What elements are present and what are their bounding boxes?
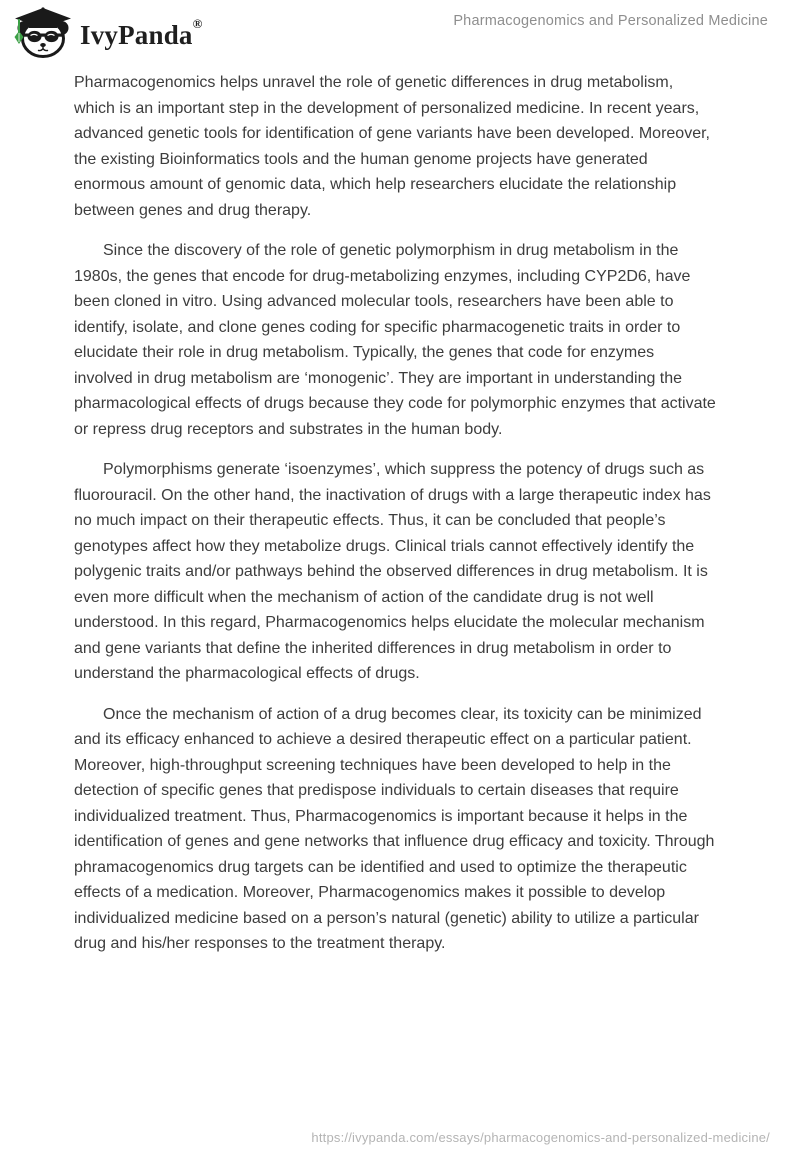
- brand-logo[interactable]: [14, 7, 203, 59]
- essay-paragraph-3: Polymorphisms generate ‘isoenzymes’, which suppress the potency of drugs such as fluorouracil. On the other hand, the inactivation of drugs with a large therapeutic index has no much impact on their therapeutic effects. Thus, it can be concluded that people’s genotypes affect how they metabolize drugs. Clinical trials cannot effectively identify the polygenic traits and/or pathways behind the observed differences in drug metabolism. It is even more difficult when the mechanism of action of the candidate drug is not well understood. In this regard, Pharmacogenomics helps elucidate the molecular mechanism and gene variants that define the inherited differences in drug metabolism in order to understand the pharmacological effects of drugs.: [74, 461, 711, 682]
- registered-trademark-symbol: ®: [192, 15, 203, 31]
- essay-paragraph-4: Once the mechanism of action of a drug becomes clear, its toxicity can be minimized and its efficacy enhanced to achieve a desired therapeutic effect on a particular patient. Moreover, high-throughput screening techniques have been developed to help in the detection of specific genes that predispose individuals to certain diseases that require individualized treatment. Thus, Pharmacogenomics is important because it helps in the identification of genes and gene networks that influence drug efficacy and toxicity. Through phramacogenomics drug targets can be identified and used to optimize the therapeutic effects of a medication. Moreover, Pharmacogenomics makes it possible to develop individualized medicine based on a person’s natural (genetic) ability to utilize a particular drug and his/her responses to the treatment therapy.: [74, 705, 715, 952]
- panda-graduation-cap-icon: [14, 7, 72, 59]
- essay-paragraph-2: Since the discovery of the role of genetic polymorphism in drug metabolism in the 1980s, the genes that encode for drug-metabolizing enzymes, including CYP2D6, have been cloned in vitro. Using advanced molecular tools, researchers have been able to identify, isolate, and clone genes coding for specific pharmacogenetic traits in order to elucidate their role in drug metabolism. Typically, the genes that code for enzymes involved in drug metabolism are ‘monogenic’. They are important in understanding the pharmacological effects of drugs because they code for polymorphic enzymes that activate or repress drug receptors and substrates in the human body.: [74, 242, 716, 438]
- brand-wordmark: IvyPanda®: [80, 15, 203, 50]
- essay-paragraph-1: Pharmacogenomics helps unravel the role of genetic differences in drug metabolism, which is an important step in the development of personalized medicine. In recent years, advanced genetic tools for identification of gene variants have been developed. Moreover, the existing Bioinformatics tools and the human genome projects have generated enormous amount of genomic data, which help researchers elucidate the relationship between genes and drug therapy.: [74, 74, 710, 219]
- source-url-link[interactable]: https://ivypanda.com/essays/pharmacogenomics-and-personalized-medicine/: [311, 1130, 770, 1145]
- page-title: Pharmacogenomics and Personalized Medicine: [453, 13, 768, 29]
- page-header: [0, 0, 800, 64]
- essay-body: [74, 70, 717, 972]
